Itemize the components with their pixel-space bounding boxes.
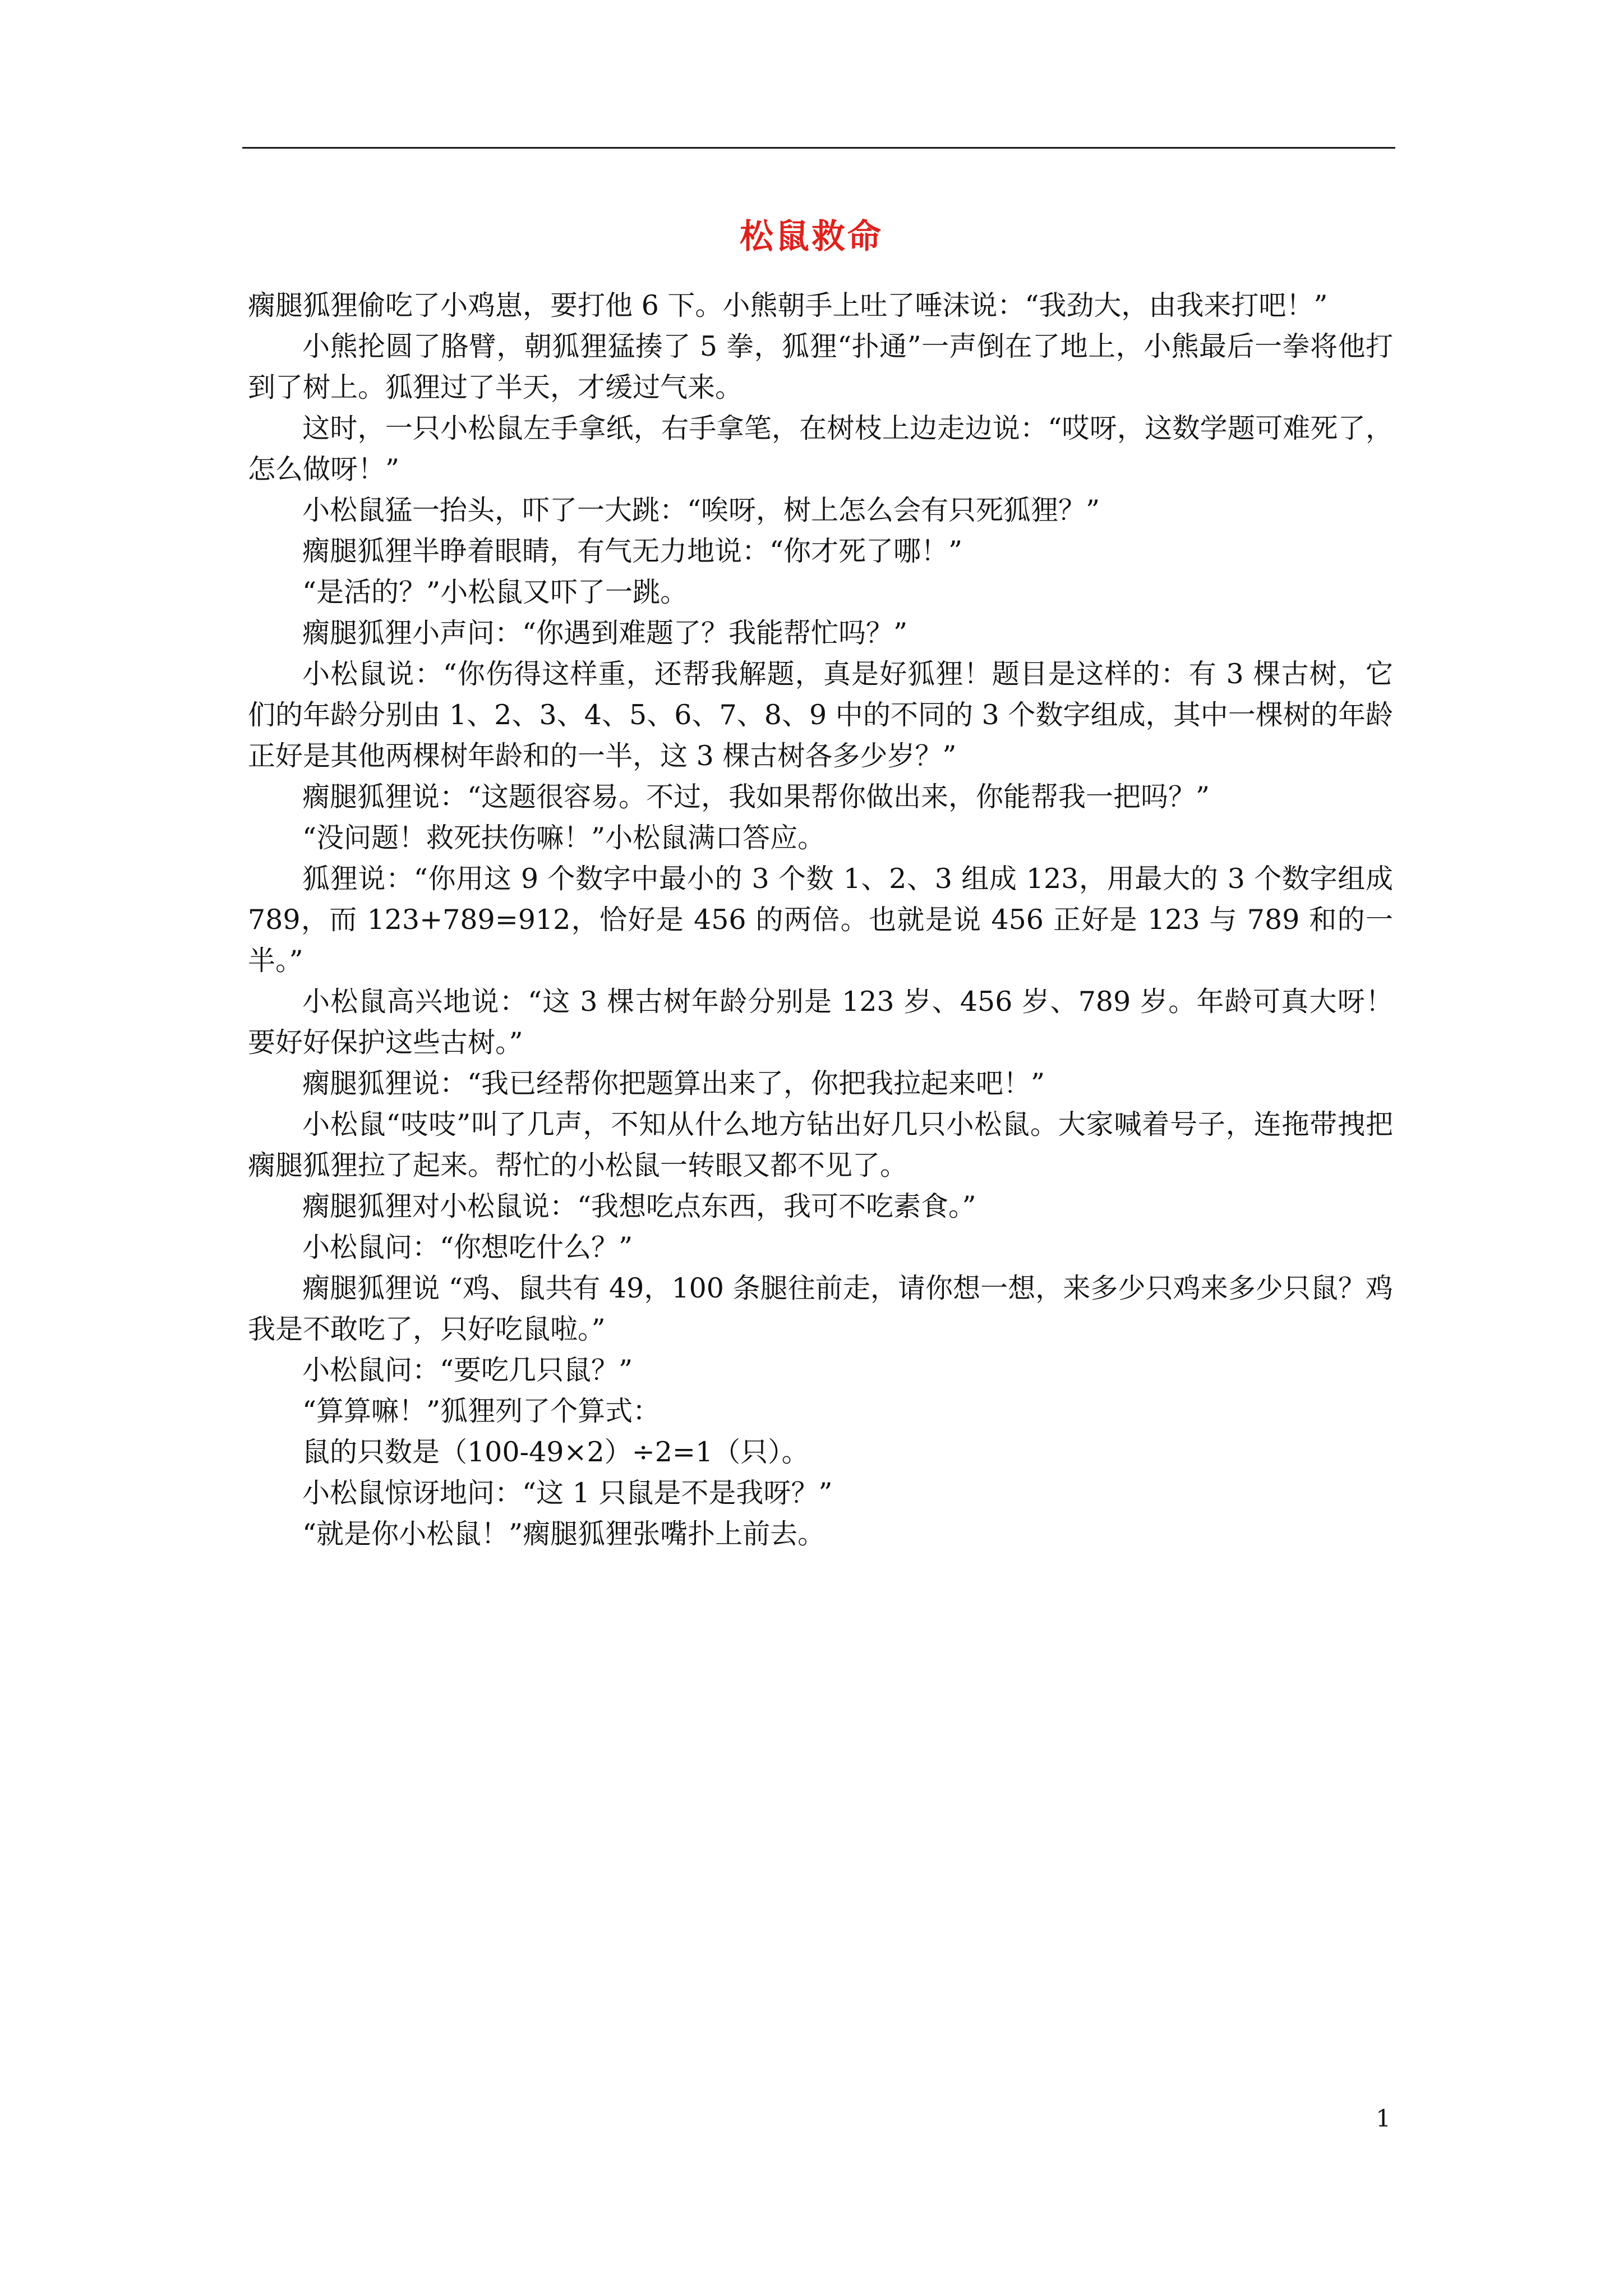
paragraph-20: 鼠的只数是（100-49×2）÷2=1（只）。 — [302, 1436, 809, 1468]
document-title: 松鼠救命 — [740, 217, 883, 256]
paragraph-22: “就是你小松鼠！”瘸腿狐狸张嘴扑上前去。 — [302, 1518, 826, 1550]
paragraph-16: 小松鼠问：“你想吃什么？” — [302, 1231, 633, 1263]
paragraph-5: 瘸腿狐狸半睁着眼睛，有气无力地说：“你才死了哪！” — [302, 535, 963, 567]
paragraph-14: 小松鼠“吱吱”叫了几声，不知从什么地方钻出好几只小松鼠。大家喊着号子，连拖带拽把瘸腿狐狸拉了起来。帮忙的小松鼠一转眼又都不见了。 — [248, 1108, 1393, 1181]
paragraph-7: 瘸腿狐狸小声问：“你遇到难题了？我能帮忙吗？” — [302, 617, 908, 649]
paragraph-9: 瘸腿狐狸说：“这题很容易。不过，我如果帮你做出来，你能帮我一把吗？” — [302, 781, 1210, 813]
paragraph-3: 这时，一只小松鼠左手拿纸，右手拿笔，在树枝上边走边说：“哎呀，这数学题可难死了，怎么做呀！” — [248, 412, 1393, 485]
paragraph-8: 小松鼠说：“你伤得这样重，还帮我解题，真是好狐狸！题目是这样的：有 3 棵古树，它们的年龄分别由 1、2、3、4、5、6、7、8、9 中的不同的 3 个数字组成，其中一棵树的年龄正好是其他两棵树年龄和的一半，这 3 棵古树各多少岁？” — [248, 658, 1393, 772]
paragraph-2: 小熊抡圆了胳臂，朝狐狸猛揍了 5 拳，狐狸“扑通”一声倒在了地上，小熊最后一拳将他打到了树上。狐狸过了半天，才缓过气来。 — [248, 330, 1393, 403]
paragraph-19: “算算嘛！”狐狸列了个算式： — [302, 1395, 661, 1427]
page-number: 1 — [1376, 2105, 1391, 2132]
paragraph-10: “没问题！救死扶伤嘛！”小松鼠满口答应。 — [302, 822, 826, 854]
paragraph-15: 瘸腿狐狸对小松鼠说：“我想吃点东西，我可不吃素食。” — [302, 1190, 976, 1222]
paragraph-11: 狐狸说：“你用这 9 个数字中最小的 3 个数 1、2、3 组成 123，用最大的 3 个数字组成 789，而 123+789=912，恰好是 456 的两倍。也就是说 456 正好是 123 与 789 和的一半。” — [248, 863, 1393, 977]
paragraph-6: “是活的？”小松鼠又吓了一跳。 — [302, 576, 688, 608]
header-rule — [242, 147, 1395, 149]
paragraph-18: 小松鼠问：“要吃几只鼠？” — [302, 1354, 633, 1386]
paragraph-1: 瘸腿狐狸偷吃了小鸡崽，要打他 6 下。小熊朝手上吐了唾沫说：“我劲大，由我来打吧！” — [248, 289, 1328, 321]
paragraph-13: 瘸腿狐狸说：“我已经帮你把题算出来了，你把我拉起来吧！” — [302, 1068, 1045, 1099]
paragraph-21: 小松鼠惊讶地问：“这 1 只鼠是不是我呀？” — [302, 1477, 833, 1509]
story-body — [248, 285, 1393, 1554]
paragraph-17: 瘸腿狐狸说 “鸡、鼠共有 49，100 条腿往前走，请你想一想，来多少只鸡来多少只鼠？鸡我是不敢吃了，只好吃鼠啦。” — [248, 1272, 1393, 1345]
paragraph-12: 小松鼠高兴地说：“这 3 棵古树年龄分别是 123 岁、456 岁、789 岁。年龄可真大呀！要好好保护这些古树。” — [248, 986, 1393, 1059]
paragraph-4: 小松鼠猛一抬头，吓了一大跳：“唉呀，树上怎么会有只死狐狸？” — [302, 494, 1100, 526]
